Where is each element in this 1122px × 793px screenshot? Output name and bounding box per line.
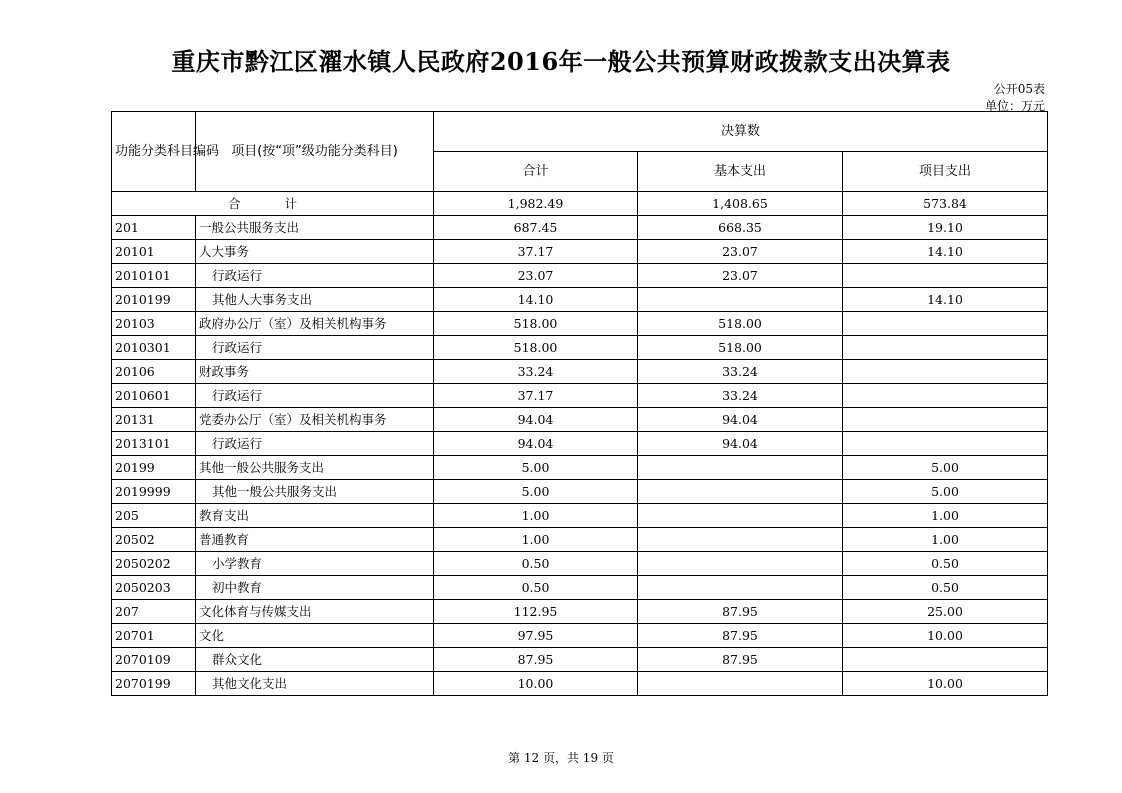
row-code: 2050203 — [112, 576, 196, 600]
total-project: 573.84 — [843, 192, 1048, 216]
total-row — [112, 192, 1048, 216]
row-code: 2010101 — [112, 264, 196, 288]
table-row — [112, 240, 1048, 264]
row-name: 小学教育 — [196, 552, 434, 576]
row-code: 2010199 — [112, 288, 196, 312]
row-basic: 87.95 — [638, 600, 843, 624]
row-project: 1.00 — [843, 528, 1048, 552]
table-row — [112, 576, 1048, 600]
row-name: 文化 — [196, 624, 434, 648]
header-item: 项目(按“项”级功能分类科目) — [196, 112, 434, 192]
row-name: 其他一般公共服务支出 — [196, 480, 434, 504]
table-row — [112, 360, 1048, 384]
row-code: 20199 — [112, 456, 196, 480]
row-total: 5.00 — [434, 480, 638, 504]
row-project — [843, 408, 1048, 432]
row-code: 207 — [112, 600, 196, 624]
row-name: 群众文化 — [196, 648, 434, 672]
row-basic — [638, 528, 843, 552]
row-project: 1.00 — [843, 504, 1048, 528]
table-row — [112, 528, 1048, 552]
row-basic — [638, 672, 843, 696]
row-total: 94.04 — [434, 432, 638, 456]
row-name: 行政运行 — [196, 336, 434, 360]
row-basic: 87.95 — [638, 624, 843, 648]
header-basic: 基本支出 — [638, 152, 843, 192]
unit-label: 单位：万元 — [984, 99, 1045, 113]
header-total: 合计 — [434, 152, 638, 192]
row-name: 人大事务 — [196, 240, 434, 264]
row-total: 33.24 — [434, 360, 638, 384]
header-project: 项目支出 — [843, 152, 1048, 192]
row-code: 2019999 — [112, 480, 196, 504]
row-name: 教育支出 — [196, 504, 434, 528]
table-row — [112, 456, 1048, 480]
table-row — [112, 312, 1048, 336]
row-code: 20106 — [112, 360, 196, 384]
row-name: 初中教育 — [196, 576, 434, 600]
row-basic — [638, 456, 843, 480]
row-total: 687.45 — [434, 216, 638, 240]
table-row — [112, 384, 1048, 408]
row-project: 10.00 — [843, 672, 1048, 696]
row-project: 19.10 — [843, 216, 1048, 240]
row-project: 0.50 — [843, 552, 1048, 576]
row-code: 2070109 — [112, 648, 196, 672]
row-code: 2070199 — [112, 672, 196, 696]
row-project: 14.10 — [843, 288, 1048, 312]
row-total: 37.17 — [434, 384, 638, 408]
row-project — [843, 264, 1048, 288]
row-basic — [638, 288, 843, 312]
row-project: 5.00 — [843, 480, 1048, 504]
row-total: 87.95 — [434, 648, 638, 672]
row-basic: 94.04 — [638, 432, 843, 456]
row-total: 14.10 — [434, 288, 638, 312]
row-project — [843, 648, 1048, 672]
table-body — [112, 192, 1048, 696]
row-code: 2050202 — [112, 552, 196, 576]
row-basic: 23.07 — [638, 264, 843, 288]
row-basic: 668.35 — [638, 216, 843, 240]
row-project — [843, 336, 1048, 360]
table-row — [112, 288, 1048, 312]
row-code: 2010301 — [112, 336, 196, 360]
row-total: 0.50 — [434, 552, 638, 576]
row-name: 文化体育与传媒支出 — [196, 600, 434, 624]
row-project: 5.00 — [843, 456, 1048, 480]
row-total: 112.95 — [434, 600, 638, 624]
row-name: 其他人大事务支出 — [196, 288, 434, 312]
table-row — [112, 216, 1048, 240]
row-code: 20103 — [112, 312, 196, 336]
row-project — [843, 312, 1048, 336]
table-row — [112, 408, 1048, 432]
row-name: 行政运行 — [196, 384, 434, 408]
row-total: 97.95 — [434, 624, 638, 648]
row-name: 政府办公厅（室）及相关机构事务 — [196, 312, 434, 336]
row-basic — [638, 552, 843, 576]
row-basic — [638, 576, 843, 600]
row-code: 2010601 — [112, 384, 196, 408]
row-name: 一般公共服务支出 — [196, 216, 434, 240]
row-basic: 518.00 — [638, 312, 843, 336]
row-total: 518.00 — [434, 336, 638, 360]
table-row — [112, 480, 1048, 504]
table-row — [112, 672, 1048, 696]
table-row — [112, 264, 1048, 288]
row-basic: 33.24 — [638, 360, 843, 384]
table-row — [112, 504, 1048, 528]
row-project: 0.50 — [843, 576, 1048, 600]
row-total: 518.00 — [434, 312, 638, 336]
row-basic: 94.04 — [638, 408, 843, 432]
page-footer: 第 12 页，共 19 页 — [508, 751, 614, 765]
table-row — [112, 336, 1048, 360]
total-label: 合 计 — [112, 192, 434, 216]
row-project — [843, 432, 1048, 456]
row-total: 94.04 — [434, 408, 638, 432]
row-project: 14.10 — [843, 240, 1048, 264]
row-basic — [638, 504, 843, 528]
row-project — [843, 360, 1048, 384]
row-basic: 23.07 — [638, 240, 843, 264]
row-name: 行政运行 — [196, 264, 434, 288]
table-row — [112, 552, 1048, 576]
table-row — [112, 648, 1048, 672]
row-basic: 33.24 — [638, 384, 843, 408]
row-total: 1.00 — [434, 504, 638, 528]
form-number: 公开05表 — [993, 82, 1045, 96]
table-row — [112, 432, 1048, 456]
row-name: 党委办公厅（室）及相关机构事务 — [196, 408, 434, 432]
row-code: 2013101 — [112, 432, 196, 456]
row-code: 20101 — [112, 240, 196, 264]
row-code: 20701 — [112, 624, 196, 648]
row-total: 37.17 — [434, 240, 638, 264]
row-project: 10.00 — [843, 624, 1048, 648]
row-name: 其他文化支出 — [196, 672, 434, 696]
header-code: 功能分类科目编码 — [112, 112, 196, 192]
row-code: 20131 — [112, 408, 196, 432]
row-name: 普通教育 — [196, 528, 434, 552]
row-code: 205 — [112, 504, 196, 528]
table-row — [112, 624, 1048, 648]
row-basic — [638, 480, 843, 504]
row-total: 0.50 — [434, 576, 638, 600]
row-code: 20502 — [112, 528, 196, 552]
row-basic: 87.95 — [638, 648, 843, 672]
row-name: 其他一般公共服务支出 — [196, 456, 434, 480]
total-sum: 1,982.49 — [434, 192, 638, 216]
row-total: 10.00 — [434, 672, 638, 696]
total-basic: 1,408.65 — [638, 192, 843, 216]
budget-table — [111, 111, 1048, 696]
row-name: 行政运行 — [196, 432, 434, 456]
row-basic: 518.00 — [638, 336, 843, 360]
row-total: 23.07 — [434, 264, 638, 288]
header-settlement: 决算数 — [434, 112, 1048, 152]
page-title: 重庆市黔江区濯水镇人民政府2016年一般公共预算财政拨款支出决算表 — [171, 47, 951, 76]
table-row — [112, 600, 1048, 624]
row-total: 1.00 — [434, 528, 638, 552]
row-name: 财政事务 — [196, 360, 434, 384]
row-project — [843, 384, 1048, 408]
row-project: 25.00 — [843, 600, 1048, 624]
row-code: 201 — [112, 216, 196, 240]
row-total: 5.00 — [434, 456, 638, 480]
